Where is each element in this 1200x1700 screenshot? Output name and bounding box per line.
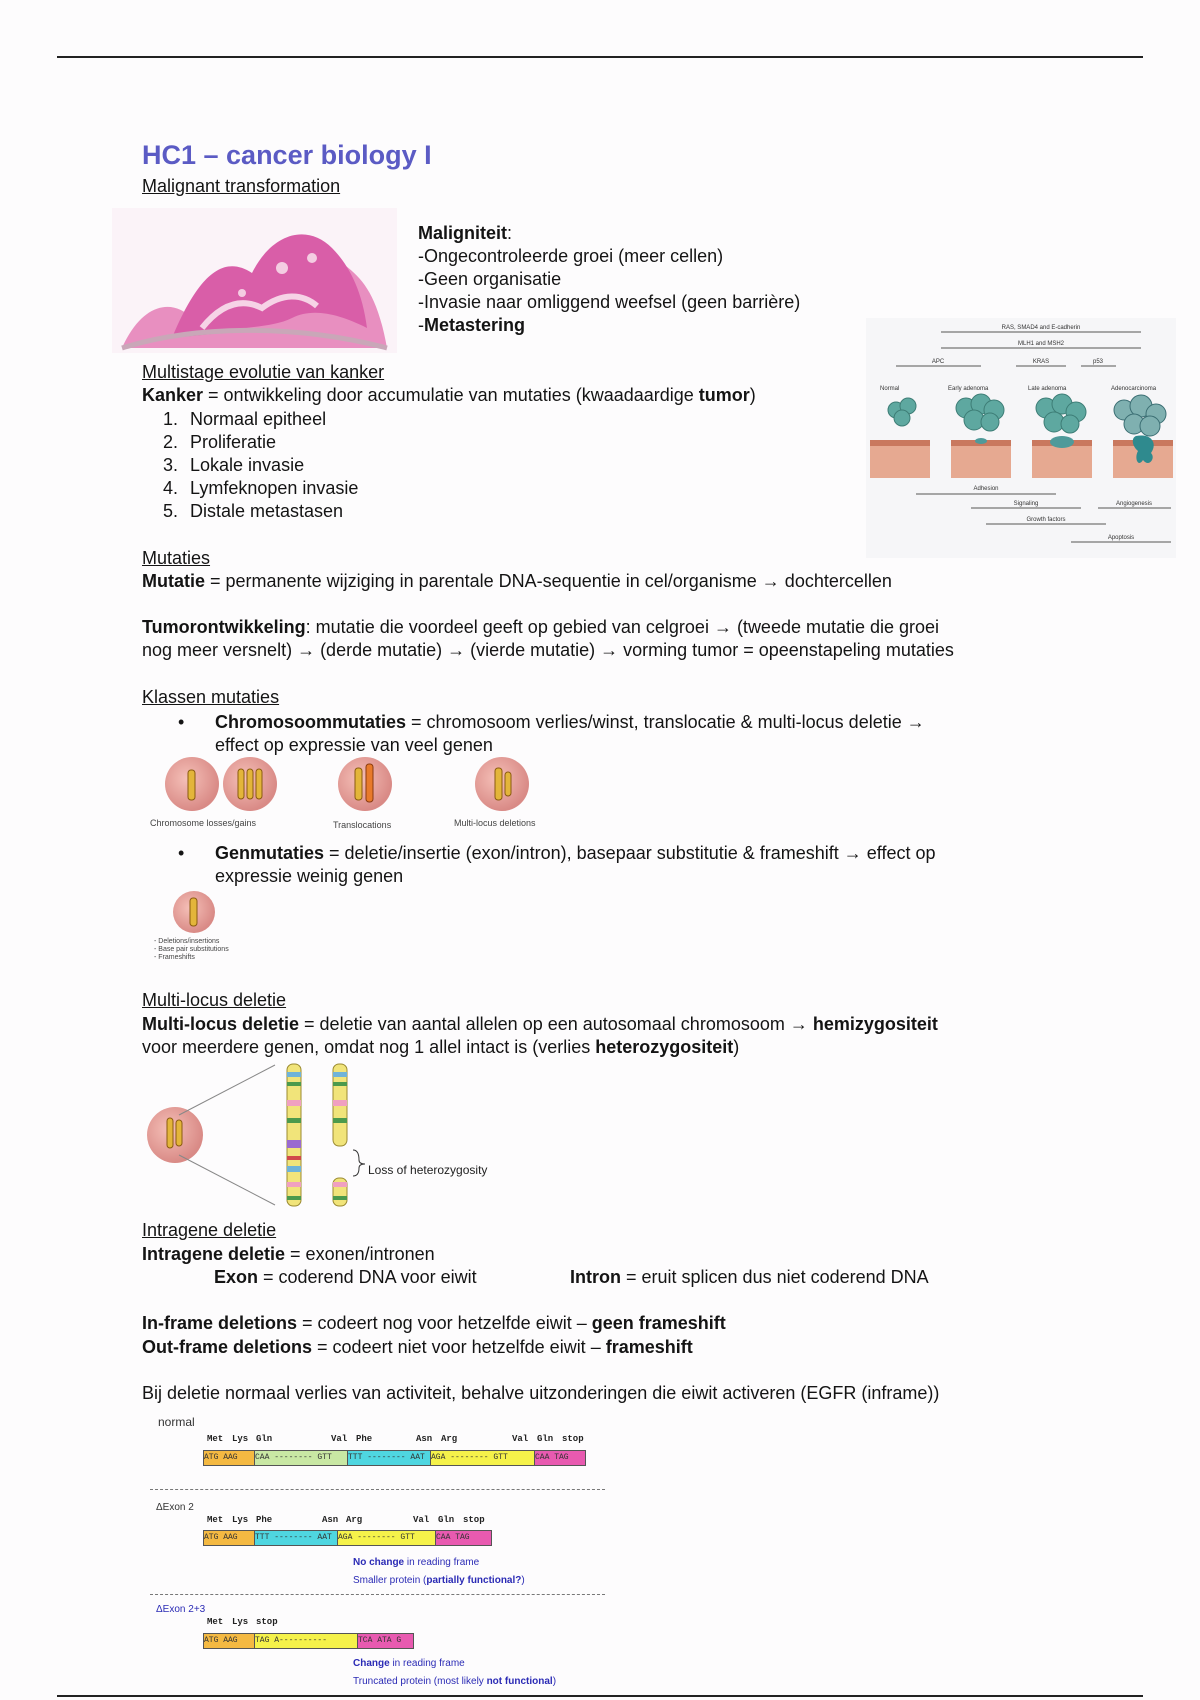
exon2-label: ΔExon 2 (156, 1502, 194, 1513)
amino-acid: Phe (256, 1515, 273, 1525)
tumorontwikkeling-definition: Tumorontwikkeling: mutatie die voordeel geeft op gebied van celgroei → (tweede mutatie die groei nog meer versnelt) → (derde mutatie) → (vierde mutatie) → vorming tumor = opeenstapeling mutaties (142, 617, 954, 660)
chromosoom-bullet: • Chromosoommutaties = chromosoom verlies/winst, translocatie & multi-locus deletie → effect op expressie van veel genen (178, 712, 925, 755)
exon-segment: CAA TAG (435, 1530, 492, 1546)
top-label: RAS, SMAD4 and E-cadherin (1001, 325, 1081, 331)
outframe-definition: Out-frame deletions = codeert niet voor hetzelfde eiwit – frameshift (142, 1337, 693, 1357)
top-label: MLH1 and MSH2 (1017, 341, 1065, 347)
amino-acid: Gln (537, 1434, 554, 1444)
gene-caption: - Base pair substitutions (154, 946, 229, 953)
exon-segment: ATG AAG (203, 1530, 255, 1546)
multilocus-definition: Multi-locus deletie = deletie van aantal allelen op een autosomaal chromosoom → hemizygositeit voor meerdere genen, omdat nog 1 allel intact is (verlies heterozygositeit) (142, 1014, 938, 1057)
normal-label: normal (158, 1415, 195, 1429)
maligniteit-item: -Geen organisatie (418, 269, 562, 289)
amino-acid: stop (256, 1617, 278, 1627)
chromosome-caption: Multi-locus deletions (454, 818, 536, 828)
section-heading-klassen: Klassen mutaties (142, 687, 280, 707)
amino-acid: Lys (232, 1617, 249, 1627)
gene-caption: - Deletions/insertions (154, 938, 220, 945)
list-item: 2. Proliferatie (162, 432, 277, 452)
maligniteit-box (418, 222, 858, 337)
bottom-rule (57, 1695, 1143, 1697)
exon-segment: CAA TAG (534, 1450, 586, 1466)
bottom-label: Angiogenesis (1115, 501, 1153, 507)
exon-segment: CAA -------- GTT (254, 1450, 348, 1466)
list-item: 5. Distale metastasen (162, 501, 344, 521)
top-rule (57, 56, 1143, 58)
maligniteit-item: -Invasie naar omliggend weefsel (geen barrière) (418, 292, 801, 312)
amino-acid: Arg (346, 1515, 363, 1525)
stage-label: Normal (880, 386, 900, 392)
list-item: 4. Lymfeknopen invasie (162, 478, 359, 498)
exon-segment: TAG A---------- (254, 1633, 358, 1649)
amino-acid: Val (331, 1434, 348, 1444)
stage-label: Adenocarcinoma (1111, 386, 1157, 392)
egfr-note: Bij deletie normaal verlies van activiteit, behalve uitzonderingen die eiwit activeren (EGFR (inframe)) (142, 1383, 940, 1403)
stage-label: Late adenoma (1028, 386, 1067, 392)
exon-segment: ATG AAG (203, 1633, 255, 1649)
top-label: APC (931, 359, 945, 365)
section-heading-intragene: Intragene deletie (142, 1220, 277, 1240)
bottom-label: Adhesion (973, 486, 999, 492)
exon-segment: AGA -------- GTT (430, 1450, 535, 1466)
mutatie-definition: Mutatie = permanente wijziging in parentale DNA-sequentie in cel/organisme → dochtercellen (142, 571, 892, 591)
exon23-note-1: Change in reading frame (353, 1658, 465, 1669)
exon-segment: TTT -------- AAT (254, 1530, 338, 1546)
dashed-separator (150, 1594, 605, 1595)
amino-acid: Met (207, 1515, 224, 1525)
dashed-separator (150, 1489, 605, 1490)
exon23-label: ΔExon 2+3 (156, 1604, 206, 1615)
section-heading-mutaties: Mutaties (142, 548, 211, 568)
amino-acid: Val (413, 1515, 430, 1525)
bottom-label: Growth factors (1026, 517, 1066, 523)
genmutaties-bullet: • Genmutaties = deletie/insertie (exon/intron), basepaar substitutie & frameshift → effect op expressie weinig genen (178, 843, 936, 886)
inframe-definition: In-frame deletions = codeert nog voor hetzelfde eiwit – geen frameshift (142, 1313, 726, 1333)
exon-segment: ATG AAG (203, 1450, 255, 1466)
list-item: 3. Lokale invasie (162, 455, 305, 475)
exon-segment: TCA ATA G (357, 1633, 414, 1649)
bullet-dot: • (178, 843, 185, 863)
chromosome-caption: Translocations (333, 820, 392, 830)
section-heading-malignant: Malignant transformation (142, 176, 341, 196)
bottom-label: Apoptosis (1107, 535, 1135, 541)
maligniteit-item: -Metastering (418, 315, 526, 335)
exon2-note-2: Smaller protein (partially functional?) (353, 1575, 525, 1586)
amino-acid: Asn (416, 1434, 433, 1444)
top-label: KRAS (1032, 359, 1050, 365)
amino-acid: Val (512, 1434, 529, 1444)
exon2-note-1: No change in reading frame (353, 1557, 480, 1568)
page-title: HC1 – cancer biology I (142, 140, 432, 170)
loh-figure (145, 1060, 525, 1210)
amino-acid: Asn (322, 1515, 339, 1525)
exon-definition: Exon = coderend DNA voor eiwit (214, 1267, 477, 1287)
kanker-definition: Kanker = ontwikkeling door accumulatie van mutaties (kwaadaardige tumor) (142, 385, 756, 405)
amino-acid: Met (207, 1617, 224, 1627)
exon23-note-2: Truncated protein (most likely not functional) (353, 1676, 557, 1687)
loh-label: Loss of heterozygosity (368, 1163, 488, 1177)
top-label: p53 (1092, 359, 1104, 365)
bottom-label: Signaling (1013, 501, 1039, 507)
maligniteit-title: Maligniteit: (418, 223, 513, 243)
chromosome-mutations-figure (150, 756, 570, 836)
bullet-dot: • (178, 712, 185, 732)
exon-segment: AGA -------- GTT (337, 1530, 436, 1546)
gene-mutations-figure (150, 888, 270, 968)
amino-acid: Arg (441, 1434, 458, 1444)
amino-acid: Met (207, 1434, 224, 1444)
histology-image (112, 208, 397, 353)
amino-acid: stop (463, 1515, 485, 1525)
gene-caption: - Frameshifts (154, 954, 195, 961)
amino-acid: Phe (356, 1434, 373, 1444)
amino-acid: Lys (232, 1434, 249, 1444)
progression-figure (866, 318, 1176, 558)
amino-acid: Gln (256, 1434, 273, 1444)
stage-label: Early adenoma (948, 386, 989, 392)
section-heading-multilocus: Multi-locus deletie (142, 990, 287, 1010)
list-item: 1. Normaal epitheel (162, 409, 327, 429)
multistage-steps (142, 408, 358, 523)
amino-acid: stop (562, 1434, 584, 1444)
amino-acid: Gln (438, 1515, 455, 1525)
section-heading-multistage: Multistage evolutie van kanker (142, 362, 385, 382)
amino-acid: Lys (232, 1515, 249, 1525)
maligniteit-item: -Ongecontroleerde groei (meer cellen) (418, 246, 724, 266)
exon-segment: TTT -------- AAT (347, 1450, 431, 1466)
chromosome-caption: Chromosome losses/gains (150, 818, 257, 828)
intron-definition: Intron = eruit splicen dus niet coderend DNA (570, 1267, 929, 1287)
intragene-definition: Intragene deletie = exonen/intronen (142, 1244, 435, 1264)
